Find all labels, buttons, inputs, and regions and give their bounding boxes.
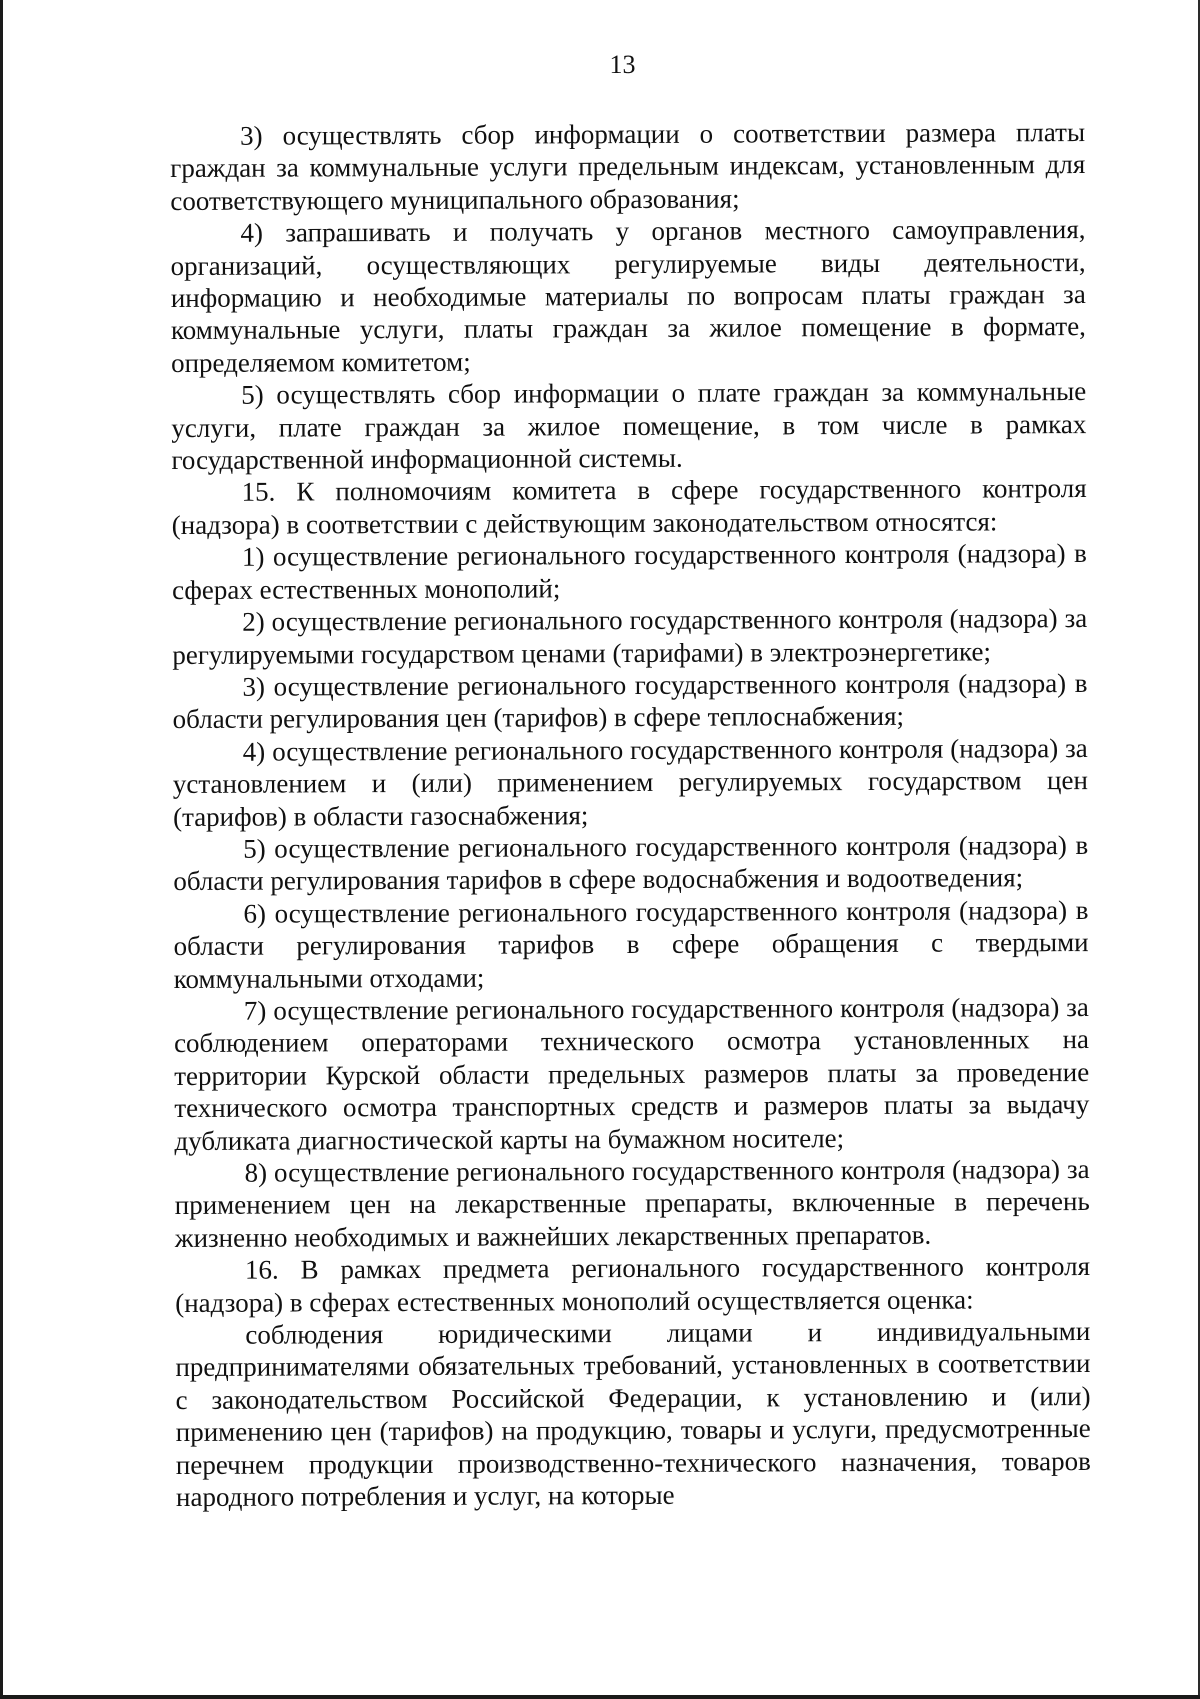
paragraph-item-5: 5) осуществлять сбор информации о плате граждан за коммунальные услуги, плате граждан за жилое помещение, в том числе в рамках государственной информационной системы. — [171, 376, 1087, 476]
paragraph-15-item-8: 8) осуществление регионального государственного контроля (надзора) за применением цен на лекарственные препараты, включенные в перечень жизненно необходимых и важнейших лекарственных препаратов. — [174, 1153, 1090, 1253]
paragraph-16-text: соблюдения юридическими лицами и индивидуальными предпринимателями обязательных требований, установленных в соответствии с законодательством Российской Федерации, к установлению и (или) применению цен (тарифов) на продукцию, товары и услуги, предусмотренные перечнем продукции производственно-технического назначения, товаров народного потребления и услуг, на которые — [175, 1316, 1091, 1513]
paragraph-item-4: 4) запрашивать и получать у органов местного самоуправления, организаций, осуществляющих регулируемые виды деятельности, информацию и необходимые материалы по вопросам платы граждан за коммунальные услуги, платы граждан за жилое помещение в формате, определяемом комитетом; — [170, 214, 1086, 378]
paragraph-15-item-2: 2) осуществление регионального государственного контроля (надзора) за регулируемыми государством ценами (тарифами) в электроэнергетике; — [172, 603, 1088, 670]
page-number: 13 — [609, 50, 636, 79]
paragraph-clause-15: 15. К полномочиям комитета в сфере государственного контроля (надзора) в соответствии с действующим законодательством относятся: — [171, 473, 1087, 540]
paragraph-clause-16: 16. В рамках предмета регионального государственного контроля (надзора) в сферах естественных монополий осуществляется оценка: — [175, 1251, 1091, 1318]
paragraph-15-item-7: 7) осуществление регионального государственного контроля (надзора) за соблюдением операторами технического осмотра установленных на территории Курской области предельных размеров платы за проведение технического осмотра транспортных средств и размеров платы за выдачу дубликата диагностической карты на бумажном носителе; — [173, 991, 1090, 1156]
scan-bottom-edge — [0, 1695, 1200, 1699]
paragraph-item-3: 3) осуществлять сбор информации о соответствии размера платы граждан за коммунальные услуги предельным индексам, установленным для соответствующего муниципального образования; — [170, 117, 1086, 216]
scan-left-edge — [0, 0, 3, 1699]
paragraph-15-item-6: 6) осуществление регионального государственного контроля (надзора) в области регулирования тарифов в сфере обращения с твердыми коммунальными отходами; — [173, 894, 1089, 994]
paragraph-15-item-5: 5) осуществление регионального государственного контроля (надзора) в области регулирования тарифов в сфере водоснабжения и водоотведения; — [173, 829, 1089, 897]
document-body — [170, 116, 1091, 1513]
paragraph-15-item-4: 4) осуществление регионального государственного контроля (надзора) за установлением и (или) применением регулируемых государством цен (тарифов) в области газоснабжения; — [172, 732, 1088, 832]
paragraph-15-item-1: 1) осуществление регионального государственного контроля (надзора) в сферах естественных монополий; — [171, 538, 1087, 605]
paragraph-15-item-3: 3) осуществление регионального государственного контроля (надзора) в области регулирования цен (тарифов) в сфере теплоснабжения; — [172, 667, 1088, 735]
